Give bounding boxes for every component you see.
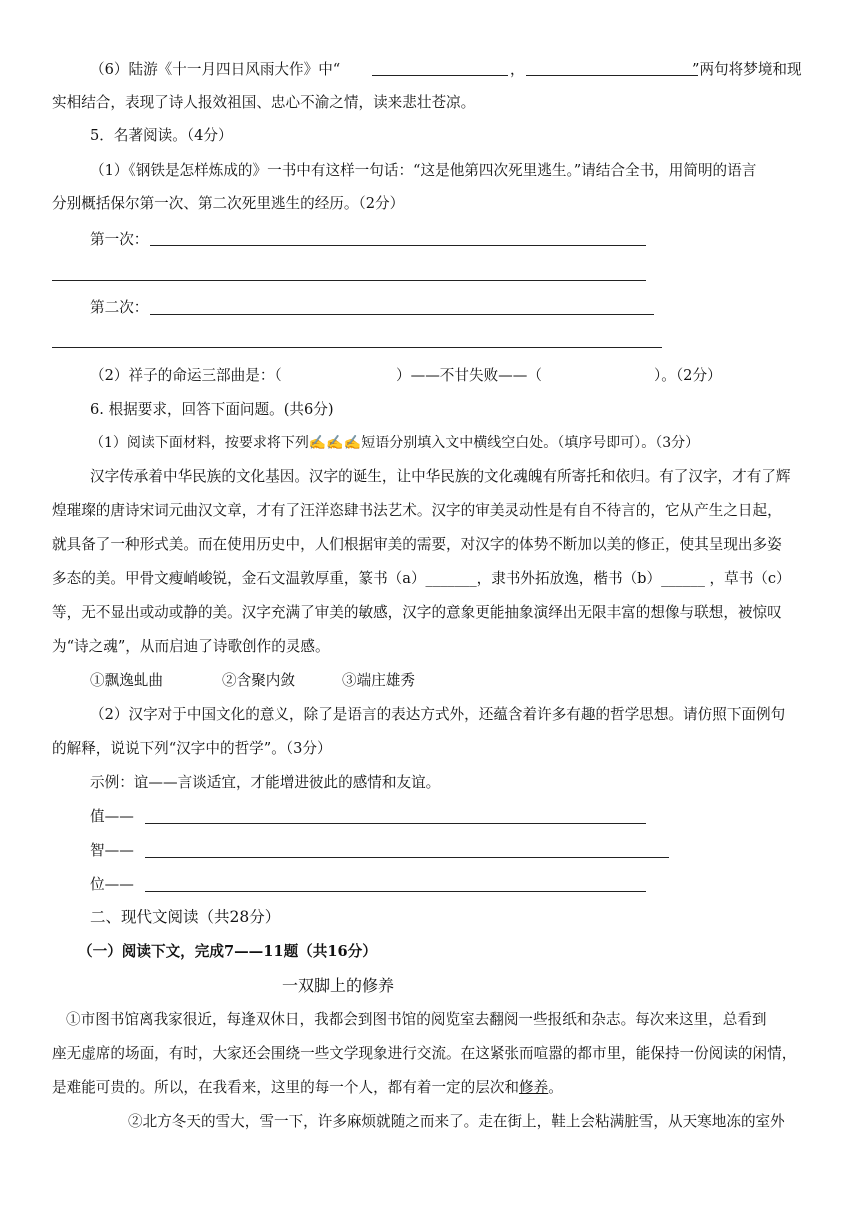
q6-line1-start: （6）陆游《十一月四日风雨大作》中“ bbox=[90, 61, 341, 78]
section2-subheading: （一）阅读下文，完成7——11题（共16分） bbox=[78, 943, 377, 960]
item-zhi-wisdom-answer-line[interactable] bbox=[145, 857, 669, 858]
q6-line1-end: ”两句将梦境和现 bbox=[692, 61, 802, 78]
section2-heading: 二、现代文阅读（共28分） bbox=[90, 908, 281, 926]
passage-line: 为“诗之魂”，从而启迪了诗歌创作的灵感。 bbox=[52, 638, 330, 655]
q5-first-answer-line-2[interactable] bbox=[52, 280, 646, 281]
para1-last-text: 是难能可贵的。所以，在我看来，这里的每一个人，都有着一定的层次和 bbox=[52, 1079, 520, 1096]
passage-line: 煌璀璨的唐诗宋词元曲汉文章，才有了汪洋恣肆书法艺术。汉字的审美灵动性是有自不待言的，它从产生之日起， bbox=[52, 502, 782, 519]
q5-second-label: 第二次： bbox=[90, 299, 149, 316]
q5-p2-end: ）。（2分） bbox=[654, 367, 722, 384]
q5-first-label: 第一次： bbox=[90, 231, 149, 248]
q6-line2: 实相结合，表现了诗人报效祖国、忠心不渝之情，读来悲壮苍凉。 bbox=[52, 94, 476, 111]
para1-last-line bbox=[52, 1078, 563, 1098]
item-wei-label: 位—— bbox=[90, 876, 134, 893]
para1-line: 座无虚席的场面，有时，大家还会围绕一些文学现象进行交流。在这紧张而喧嚣的都市里，能保持一份阅读的闲情， bbox=[52, 1045, 797, 1062]
q5-heading: 5．名著阅读。（4分） bbox=[90, 127, 233, 144]
q6b-p2-line1: （2）汉字对于中国文化的意义，除了是语言的表达方式外，还蕴含着许多有趣的哲学思想。请仿照下面例句 bbox=[90, 706, 786, 723]
article-title: 一双脚上的修养 bbox=[282, 976, 395, 995]
para2-first-line: ②北方冬天的雪大，雪一下，许多麻烦就随之而来了。走在街上，鞋上会粘满脏雪，从天寒地冻的室外 bbox=[128, 1113, 785, 1130]
para1-last-end: 。 bbox=[548, 1079, 563, 1096]
q5-first-answer-line-1[interactable] bbox=[150, 245, 646, 246]
item-zhi-value-answer-line[interactable] bbox=[145, 823, 646, 824]
option-3: ③端庄雄秀 bbox=[342, 672, 415, 689]
para1-line: ①市图书馆离我家很近，每逢双休日，我都会到图书馆的阅览室去翻阅一些报纸和杂志。每次来这里，总看到 bbox=[66, 1011, 767, 1028]
passage-line: 等，无不显出或动或静的美。汉字充满了审美的敏感，汉字的意象更能抽象演绎出无限丰富的想像与联想，被惊叹 bbox=[52, 604, 782, 621]
q5-p2-mid: ）——不甘失败——（ bbox=[396, 367, 542, 384]
passage-line: 多态的美。甲骨文瘦峭峻锐，金石文温敦厚重，篆书（a）_______，隶书外拓放逸，楷书（b）______ ，草书（c） bbox=[52, 570, 791, 587]
q6b-p1-prompt: （1）阅读下面材料，按要求将下列✍✍✍短语分别填入文中横线空白处。（填序号即可）。（3分） bbox=[90, 435, 700, 451]
option-1: ①飘逸虬曲 bbox=[90, 672, 163, 689]
passage-line: 汉字传承着中华民族的文化基因。汉字的诞生，让中华民族的文化魂魄有所寄托和依归。有了汉字，才有了辉 bbox=[90, 468, 791, 485]
q6-blank-1[interactable] bbox=[372, 75, 508, 76]
q5-second-answer-line-2[interactable] bbox=[52, 347, 662, 348]
q5-p1-line2: 分别概括保尔第一次、第二次死里逃生的经历。（2分） bbox=[52, 195, 405, 212]
item-zhi-wisdom-label: 智—— bbox=[90, 842, 134, 859]
q5-second-answer-line-1[interactable] bbox=[150, 314, 654, 315]
q5-p1-line1: （1）《钢铁是怎样炼成的》一书中有这样一句话：“这是他第四次死里逃生。”请结合全书，用简明的语言 bbox=[90, 162, 757, 179]
option-2: ②含聚内敛 bbox=[222, 672, 295, 689]
q6-comma: ， bbox=[510, 61, 525, 78]
q5-p2-start: （2）祥子的命运三部曲是：（ bbox=[90, 367, 282, 384]
item-wei-answer-line[interactable] bbox=[145, 891, 646, 892]
underlined-word-xiuyang: 修养 bbox=[519, 1079, 549, 1096]
q6-blank-2[interactable] bbox=[526, 75, 698, 76]
example: 示例：谊——言谈适宜，才能增进彼此的感情和友谊。 bbox=[90, 774, 441, 791]
q6b-heading: 6. 根据要求，回答下面问题。(共6分) bbox=[90, 401, 334, 418]
q6b-p2-line2: 的解释，说说下列“汉字中的哲学”。（3分） bbox=[52, 740, 332, 757]
item-zhi-value-label: 值—— bbox=[90, 808, 134, 825]
passage-line: 就具备了一种形式美。而在使用历史中，人们根据审美的需要，对汉字的体势不断加以美的修正，使其呈现出多姿 bbox=[52, 536, 782, 553]
